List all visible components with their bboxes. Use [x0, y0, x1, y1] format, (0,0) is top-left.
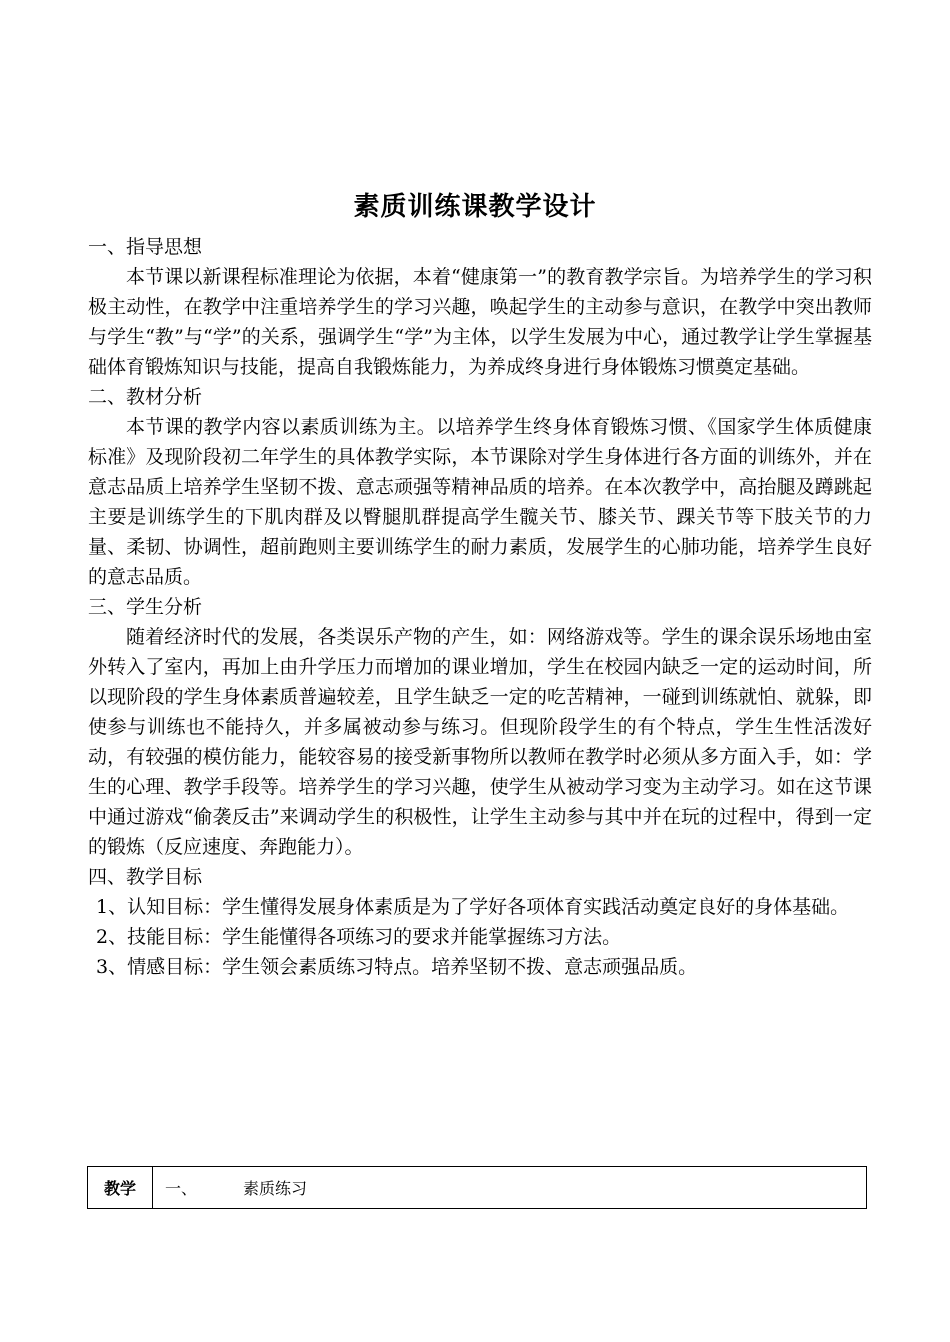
table-item-content: 素质练习 [243, 1179, 308, 1198]
table-content-cell [153, 1167, 867, 1209]
section-heading-goals: 四、教学目标 [88, 866, 203, 888]
section-text-guiding: 本节课以新课程标准理论为依据，本着“健康第一”的教育教学宗旨。为培养学生的学习积极主动性，在教学中注重培养学生的学习兴趣，唤起学生的主动参与意识，在教学中突出教师与学生“教”与“学”的关系，强调学生“学”为主体，以学生发展为中心，通过教学让学生掌握基础体育锻炼知识与技能，提高自我锻炼能力，为养成终身进行身体锻炼习惯奠定基础。 [88, 266, 872, 378]
document-title: 素质训练课教学设计 [353, 192, 597, 222]
document-body [88, 232, 872, 982]
lesson-table [87, 1166, 867, 1209]
goal-item-emotion: 3、情感目标：学生领会素质练习特点。培养坚韧不拨、意志顽强品质。 [96, 956, 698, 978]
section-text-material: 本节课的教学内容以素质训练为主。以培养学生终身体育锻炼习惯、《国家学生体质健康标准》及现阶段初二年学生的具体教学实际，本节课除对学生身体进行各方面的训练外，并在意志品质上培养学生坚韧不拨、意志顽强等精神品质的培养。在本次教学中，高抬腿及蹲跳起主要是训练学生的下肌肉群及以臀腿肌群提高学生髋关节、膝关节、踝关节等下肢关节的力量、柔韧、协调性，超前跑则主要训练学生的耐力素质，发展学生的心肺功能，培养学生良好的意志品质。 [88, 416, 872, 588]
section-heading-students: 三、学生分析 [88, 596, 203, 618]
table-row [88, 1167, 867, 1209]
section-text-students: 随着经济时代的发展，各类误乐产物的产生，如：网络游戏等。学生的课余误乐场地由室外转入了室内，再加上由升学压力而增加的课业增加，学生在校园内缺乏一定的运动时间，所以现阶段的学生身体素质普遍较差，且学生缺乏一定的吃苦精神，一碰到训练就怕、就躲，即使参与训练也不能持久，并多属被动参与练习。但现阶段学生的有个特点，学生生性活泼好动，有较强的模仿能力，能较容易的接受新事物所以教师在教学时必须从多方面入手，如：学生的心理、教学手段等。培养学生的学习兴趣，使学生从被动学习变为主动学习。如在这节课中通过游戏“偷袭反击”来调动学生的积极性，让学生主动参与其中并在玩的过程中，得到一定的锻炼（反应速度、奔跑能力）。 [88, 626, 872, 858]
section-heading-material: 二、教材分析 [88, 386, 203, 408]
goal-item-skill: 2、技能目标：学生能懂得各项练习的要求并能掌握练习方法。 [96, 926, 622, 948]
goal-item-cognitive: 1、认知目标：学生懂得发展身体素质是为了学好各项体育实践活动奠定良好的身体基础。 [96, 896, 850, 918]
table-item-number: 一、 [165, 1179, 198, 1198]
table-label-cell: 教学 [88, 1167, 153, 1209]
section-heading-guiding: 一、指导思想 [88, 236, 203, 258]
